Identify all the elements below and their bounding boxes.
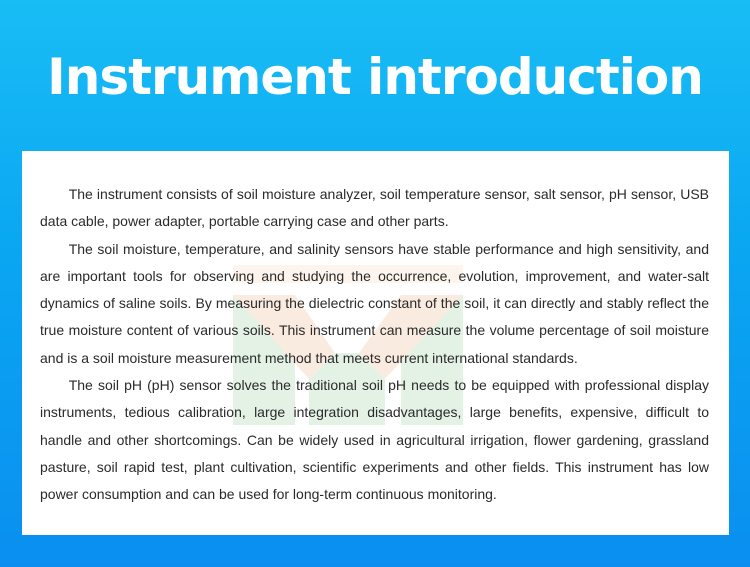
paragraph-ph-sensor: The soil pH (pH) sensor solves the traditional soil pH needs to be equipped with professional display instruments, tedious calibration, large integration disadvantages, large benefits, expensive, difficult to handle and other shortcomings. Can be widely used in agricultural irrigation, flower gardening, grassland pasture, soil rapid test, plant cultivation, scientific experiments and other fields. This instrument has low power consumption and can be used for long-term continuous monitoring. — [40, 377, 709, 503]
intro-text — [40, 181, 709, 509]
content-card — [22, 151, 729, 535]
paragraph-moisture-sensors: The soil moisture, temperature, and salinity sensors have stable performance and high sensitivity, and are important tools for observing and studying the occurrence, evolution, improvement, and water-salt dynamics of saline soils. By measuring the dielectric constant of the soil, it can directly and stably reflect the true moisture content of various soils. This instrument can measure the volume percentage of soil moisture and is a soil moisture measurement method that meets current international standards. — [40, 240, 709, 366]
page-title: Instrument introduction — [47, 48, 703, 106]
paragraph-components: The instrument consists of soil moisture analyzer, soil temperature sensor, salt sensor, pH sensor, USB data cable, power adapter, portable carrying case and other parts. — [40, 186, 709, 230]
